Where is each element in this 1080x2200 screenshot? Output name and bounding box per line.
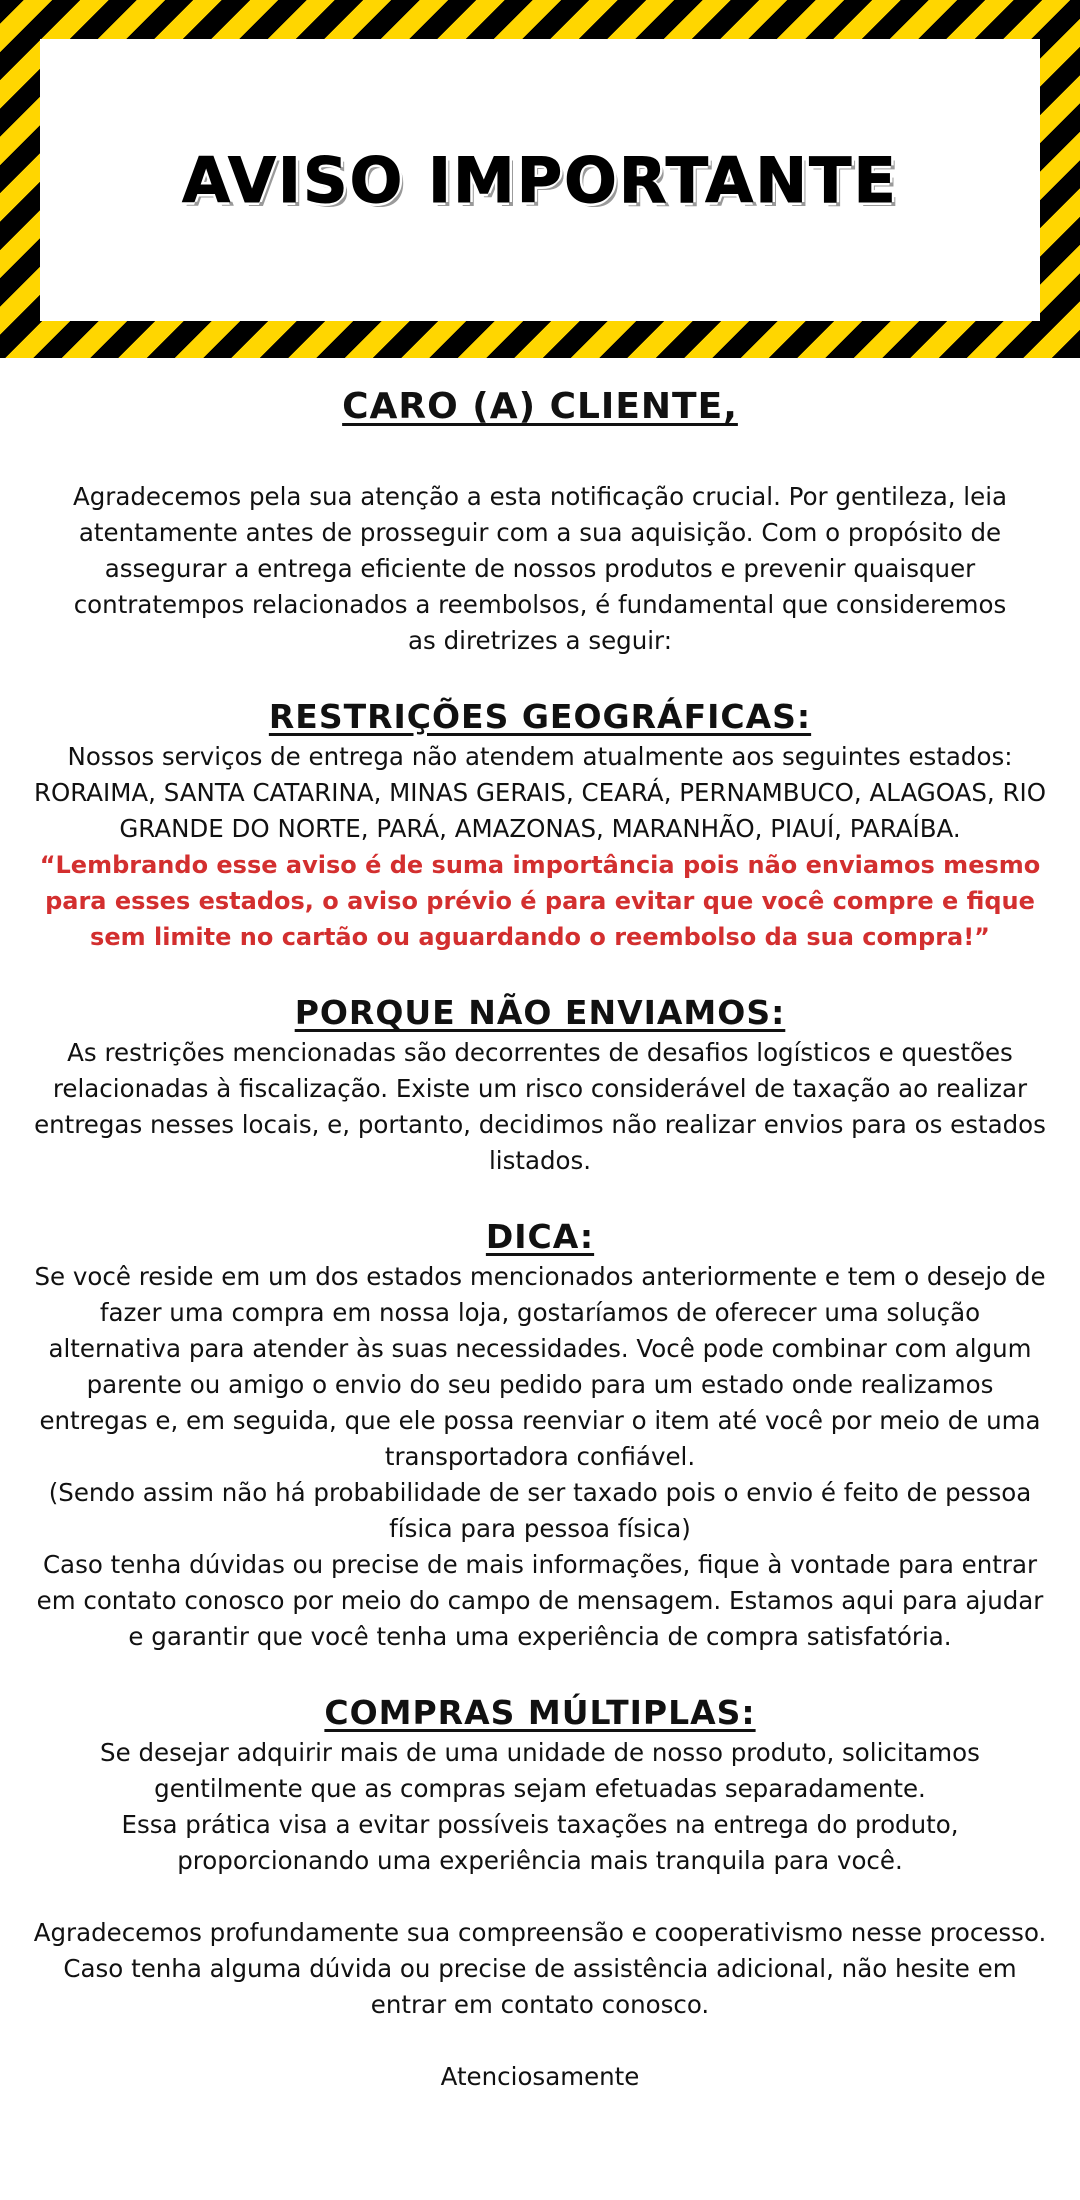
- dica-heading: DICA:: [485, 1217, 595, 1256]
- dica-body-3: Caso tenha dúvidas ou precise de mais informações, fique à vontade para entrar em contato conosco por meio do campo de mensagem. Estamos aqui para ajudar e garantir que você tenha uma experiência de compra satisfatória.: [36, 1550, 1044, 1651]
- restricoes-heading: RESTRIÇÕES GEOGRÁFICAS:: [268, 697, 812, 736]
- signoff: Atenciosamente: [440, 2062, 640, 2091]
- dica-body-1: Se você reside em um dos estados mencionados anteriormente e tem o desejo de fazer uma compra em nossa loja, gostaríamos de oferecer uma solução alternativa para atender às suas necessidades. Você pode combinar com algum parente ou amigo o envio do seu pedido para um estado onde realizamos entregas e, em seguida, que ele possa reenviar o item até você por meio de uma transportadora confiável.: [34, 1262, 1046, 1471]
- porque-body: As restrições mencionadas são decorrentes de desafios logísticos e questões relacionadas à fiscalização. Existe um risco considerável de taxação ao realizar entregas nesses locais, e, portanto, decidimos não realizar envios para os estados listados.: [34, 1038, 1046, 1175]
- porque-heading: PORQUE NÃO ENVIAMOS:: [294, 993, 786, 1032]
- banner-title: AVISO IMPORTANTE: [182, 143, 898, 217]
- greeting-heading: CARO (A) CLIENTE,: [342, 386, 738, 427]
- closing-paragraph: Agradecemos profundamente sua compreensão e cooperativismo nesse processo. Caso tenha alguma dúvida ou precise de assistência adicional, não hesite em entrar em contato conosco.: [33, 1918, 1047, 2019]
- multiplas-heading: COMPRAS MÚLTIPLAS:: [324, 1693, 756, 1732]
- hazard-stripe-banner: [0, 0, 1080, 358]
- dica-body-2: (Sendo assim não há probabilidade de ser taxado pois o envio é feito de pessoa física para pessoa física): [48, 1478, 1032, 1543]
- notice-content: [0, 386, 1080, 2095]
- banner-panel: [40, 39, 1040, 321]
- restricoes-body: Nossos serviços de entrega não atendem atualmente aos seguintes estados: RORAIMA, SANTA CATARINA, MINAS GERAIS, CEARÁ, PERNAMBUCO, ALAGOAS, RIO GRANDE DO NORTE, PARÁ, AMAZONAS, MARANHÃO, PIAUÍ, PARAÍBA.: [33, 742, 1047, 843]
- multiplas-body-1: Se desejar adquirir mais de uma unidade de nosso produto, solicitamos gentilmente que as compras sejam efetuadas separadamente.: [100, 1738, 980, 1803]
- multiplas-body-2: Essa prática visa a evitar possíveis taxações na entrega do produto, proporcionando uma experiência mais tranquila para você.: [121, 1810, 959, 1875]
- intro-paragraph: Agradecemos pela sua atenção a esta notificação crucial. Por gentileza, leia atentamente antes de prosseguir com a sua aquisição. Com o propósito de assegurar a entrega eficiente de nossos produtos e prevenir quaisquer contratempos relacionados a reembolsos, é fundamental que consideremos as diretrizes a seguir:: [72, 482, 1008, 655]
- restricoes-warning: “Lembrando esse aviso é de suma importância pois não enviamos mesmo para esses estados, o aviso prévio é para evitar que você compre e fique sem limite no cartão ou aguardando o reembolso da sua compra!”: [39, 851, 1041, 951]
